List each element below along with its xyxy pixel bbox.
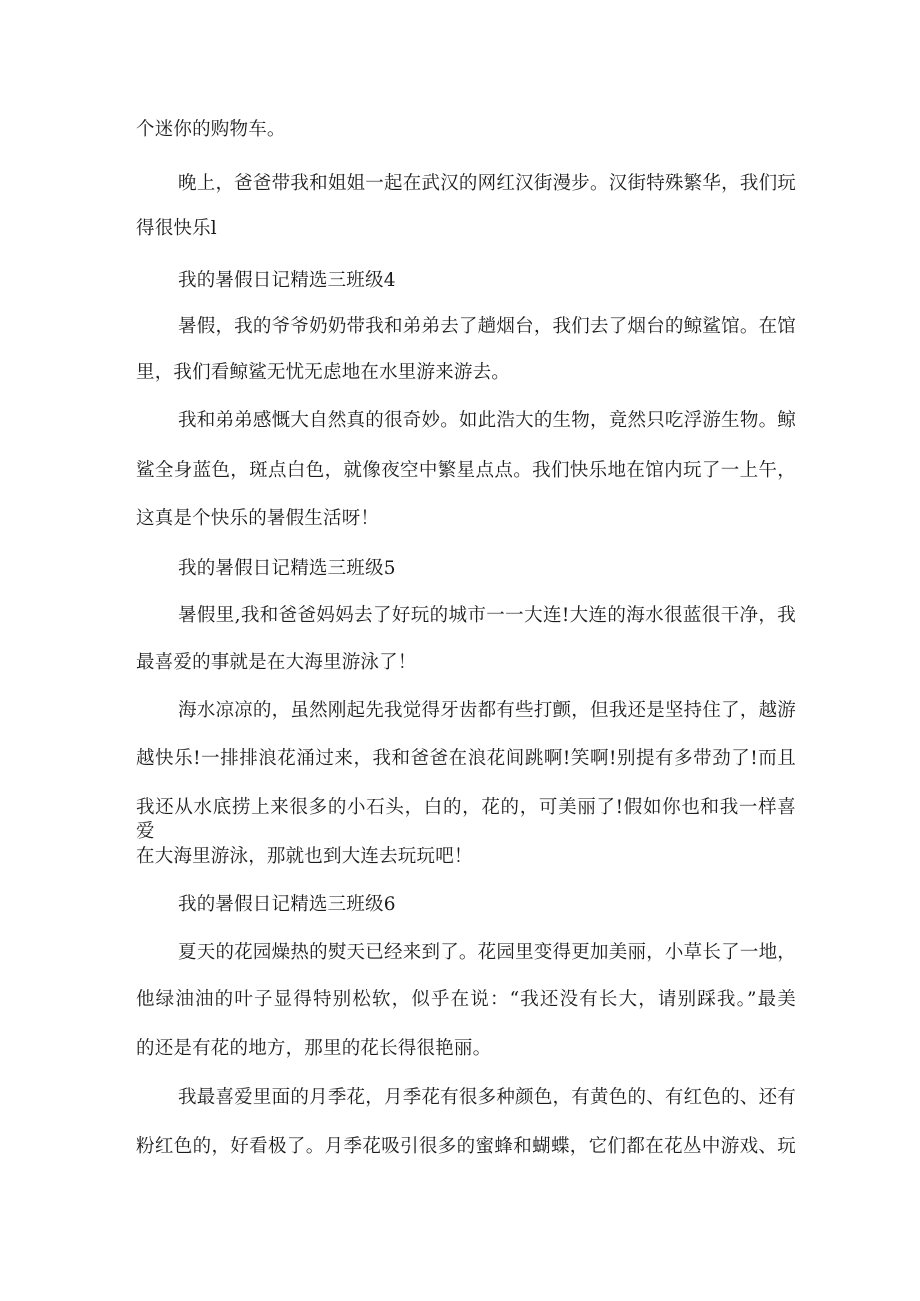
paragraph-start: 晚上，爸爸带我和姐姐一起在武汉的网红汉街漫步。汉街特殊繁华，我们玩: [178, 173, 796, 194]
section-heading: 我的暑假日记精选三班级4: [178, 270, 396, 291]
paragraph-start: 暑假，我的爷爷奶奶带我和弟弟去了趟烟台，我们去了烟台的鲸鲨馆。在馆: [178, 316, 796, 337]
text-line: 得很快乐l: [136, 218, 217, 239]
text-line: 的还是有花的地方，那里的花长得很艳丽。: [136, 1038, 492, 1059]
text-line: 他绿油油的叶子显得特别松软，似乎在说：“我还没有长大，请别踩我。”最美: [136, 989, 796, 1010]
text-line: 里，我们看鲸鲨无忧无虑地在水里游来游去。: [136, 362, 511, 383]
text-line: 我还从水底捞上来很多的小石头，白的，花的，可美丽了!假如你也和我一样喜爱: [136, 797, 796, 842]
text-line: 这真是个快乐的暑假生活呀！: [136, 508, 380, 529]
text-line: 个迷你的购物车。: [136, 119, 286, 140]
paragraph-start: 海水凉凉的，虽然刚起先我觉得牙齿都有些打颤，但我还是坚持住了，越游: [178, 700, 796, 721]
text-line: 最喜爱的事就是在大海里游泳了！: [136, 652, 417, 673]
text-line: 在大海里游泳，那就也到大连去玩玩吧！: [136, 846, 473, 867]
paragraph-start: 夏天的花园燥热的熨天已经来到了。花园里变得更加美丽，小草长了一地，: [178, 942, 796, 963]
text-line: 越快乐!一排排浪花涌过来，我和爸爸在浪花间跳啊!笑啊!别提有多带劲了!而且: [136, 748, 796, 769]
paragraph-start: 我最喜爱里面的月季花，月季花有很多种颜色，有黄色的、有红色的、还有: [178, 1087, 796, 1108]
paragraph-start: 我和弟弟感慨大自然真的很奇妙。如此浩大的生物，竟然只吃浮游生物。鲸: [178, 410, 796, 431]
section-heading: 我的暑假日记精选三班级5: [178, 558, 396, 579]
text-line: 鲨全身蓝色，斑点白色，就像夜空中繁星点点。我们快乐地在馆内玩了一上午，: [136, 460, 796, 481]
section-heading: 我的暑假日记精选三班级6: [178, 894, 396, 915]
paragraph-start: 暑假里,我和爸爸妈妈去了好玩的城市一一大连!大连的海水很蓝很干净，我: [178, 605, 796, 626]
text-line: 粉红色的，好看极了。月季花吸引很多的蜜蜂和蝴蝶，它们都在花丛中游戏、玩: [136, 1136, 796, 1157]
